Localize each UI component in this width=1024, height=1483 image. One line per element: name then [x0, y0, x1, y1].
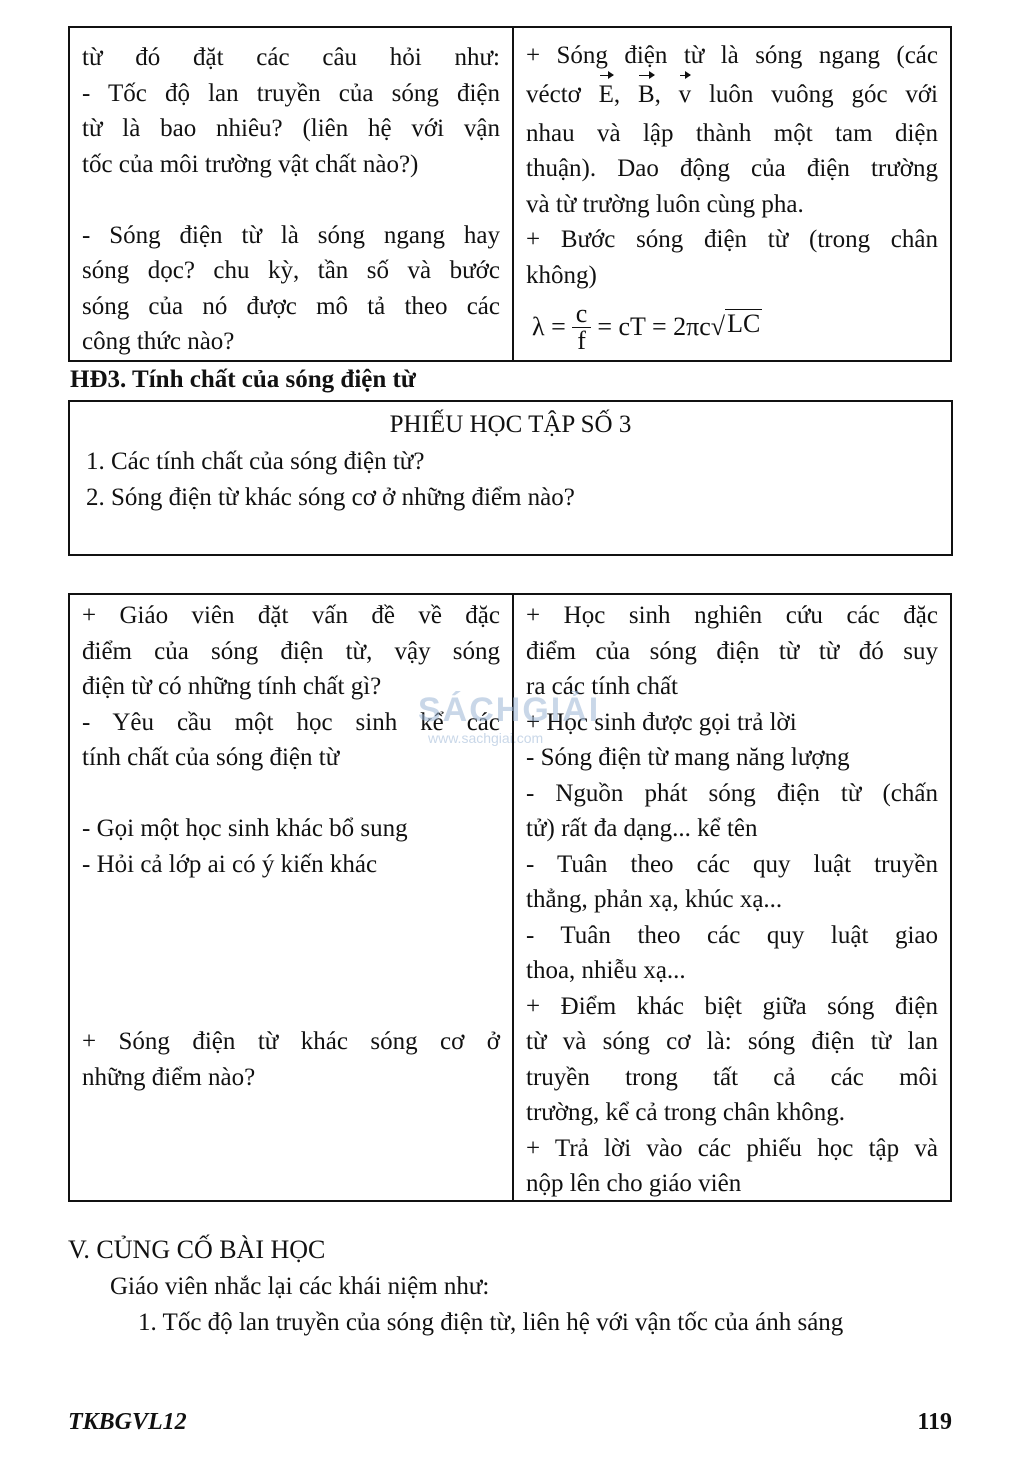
spacer — [82, 953, 500, 989]
text-line: trường, kể cả trong chân không. — [526, 1099, 846, 1126]
text-line: những điểm nào? — [82, 1063, 256, 1091]
text-line: - Tuân theo các quy luật truyền — [526, 850, 938, 878]
activity-heading: HĐ3. Tính chất của sóng điện từ — [70, 366, 416, 393]
text-line: nhau và lập thành một tam diện — [526, 119, 938, 147]
separator: , — [613, 80, 621, 108]
text-line: điểm của sóng điện từ, vậy sóng — [82, 637, 500, 665]
watermark-url: www.sachgiai.com — [428, 730, 544, 746]
text-line: + Sóng điện từ khác sóng cơ ở — [82, 1028, 500, 1055]
vector-e: E — [599, 74, 614, 116]
formula-lhs: λ = — [532, 312, 566, 342]
text-line: + Học sinh được gọi trả lời — [526, 708, 797, 736]
book-code: TKBGVL12 — [68, 1409, 187, 1435]
activity-table-top — [68, 26, 952, 362]
text-line: công thức nào? — [82, 328, 235, 355]
text-line: - Tuân theo các quy luật giao — [526, 921, 938, 949]
vector-b: B — [638, 74, 655, 116]
numerator: c — [572, 301, 592, 328]
text-line: + Bước sóng điện từ (trong chân — [526, 226, 938, 253]
spacer — [82, 776, 500, 812]
text-line: - Gọi một học sinh khác bổ sung — [82, 815, 408, 842]
text-line: từ đó đặt các câu hỏi như: — [82, 44, 500, 71]
denominator: f — [577, 325, 586, 355]
page-number: 119 — [917, 1409, 952, 1435]
spacer — [82, 989, 500, 1025]
text-line: tử) rất đa dạng... kể tên — [526, 815, 758, 842]
text-line: - Nguồn phát sóng điện từ (chấn — [526, 779, 938, 807]
worksheet-title: PHIẾU HỌC TẬP SỐ 3 — [389, 411, 632, 438]
separator: , — [654, 80, 661, 108]
text-line: sóng dọc? chu kỳ, tần số và bước — [82, 257, 500, 284]
text-line: + Giáo viên đặt vấn đề về đặc — [82, 602, 500, 629]
text-line: thuận). Dao động của điện trường — [526, 155, 938, 182]
text-line: sóng của nó được mô tả theo các — [82, 292, 500, 320]
text-line: không) — [526, 261, 597, 289]
text-line: - Sóng điện từ là sóng ngang hay — [82, 221, 500, 249]
text-line: tốc của môi trường vật chất nào?) — [82, 150, 419, 178]
vector-line — [526, 74, 938, 116]
worksheet-item: 2. Sóng điện từ khác sóng cơ ở những điểm nào? — [86, 483, 575, 511]
text-fragment: luôn vuông góc với — [708, 80, 938, 108]
section-title: V. CỦNG CỐ BÀI HỌC — [68, 1235, 326, 1264]
text-line: - Tốc độ lan truyền của sóng điện — [82, 79, 500, 107]
spacer — [82, 182, 500, 218]
text-line: - Sóng điện từ mang năng lượng — [526, 744, 850, 771]
text-line: truyền trong tất cả các môi — [526, 1063, 938, 1091]
text-line: điện từ có những tính chất gì? — [82, 673, 382, 700]
text-line: + Sóng điện từ là sóng ngang (các — [526, 42, 938, 69]
text-line: thẳng, phản xạ, khúc xạ... — [526, 886, 783, 913]
spacer — [82, 918, 500, 954]
text-line: từ là bao nhiêu? (liên hệ với vận — [82, 115, 500, 142]
text-line: + Trả lời vào các phiếu học tập và — [526, 1134, 938, 1162]
text-line: và từ trường luôn cùng pha. — [526, 190, 804, 218]
vector-v: v — [679, 74, 692, 116]
formula-mid: = cT = 2πc — [597, 312, 711, 342]
section-intro: Giáo viên nhắc lại các khái niệm như: — [110, 1273, 490, 1300]
text-line: tính chất của sóng điện từ — [82, 744, 340, 771]
text-line: điểm của sóng điện từ từ đó suy — [526, 637, 938, 665]
sqrt-sign: √ — [710, 312, 726, 342]
wavelength-formula — [526, 297, 938, 357]
watermark-brand: SÁCHGIẢI — [418, 691, 601, 729]
worksheet-box — [68, 400, 953, 556]
text-line: ra các tính chất — [526, 673, 678, 700]
section-item: 1. Tốc độ lan truyền của sóng điện từ, liên hệ với vận tốc của ánh sáng — [138, 1309, 844, 1336]
text-line: thoa, nhiễu xạ... — [526, 957, 686, 984]
fraction — [572, 298, 592, 355]
text-line: - Hỏi cả lớp ai có ý kiến khác — [82, 850, 378, 878]
activity-table-bottom — [68, 593, 952, 1202]
text-line: nộp lên cho giáo viên — [526, 1170, 742, 1197]
text-fragment: véctơ — [526, 80, 581, 108]
text-line: + Học sinh nghiên cứu các đặc — [526, 602, 938, 629]
teacher-column-bottom — [70, 595, 514, 1200]
student-column-bottom — [514, 595, 950, 1200]
radicand: LC — [727, 309, 761, 339]
spacer — [82, 882, 500, 918]
teacher-column-top — [70, 28, 514, 360]
worksheet-item: 1. Các tính chất của sóng điện từ? — [86, 448, 425, 475]
student-column-top — [514, 28, 950, 360]
text-line: - Yêu cầu một học sinh kể các — [82, 708, 500, 736]
text-line: + Điểm khác biệt giữa sóng điện — [526, 992, 938, 1020]
text-line: từ và sóng cơ là: sóng điện từ lan — [526, 1028, 938, 1055]
square-root — [711, 309, 763, 345]
